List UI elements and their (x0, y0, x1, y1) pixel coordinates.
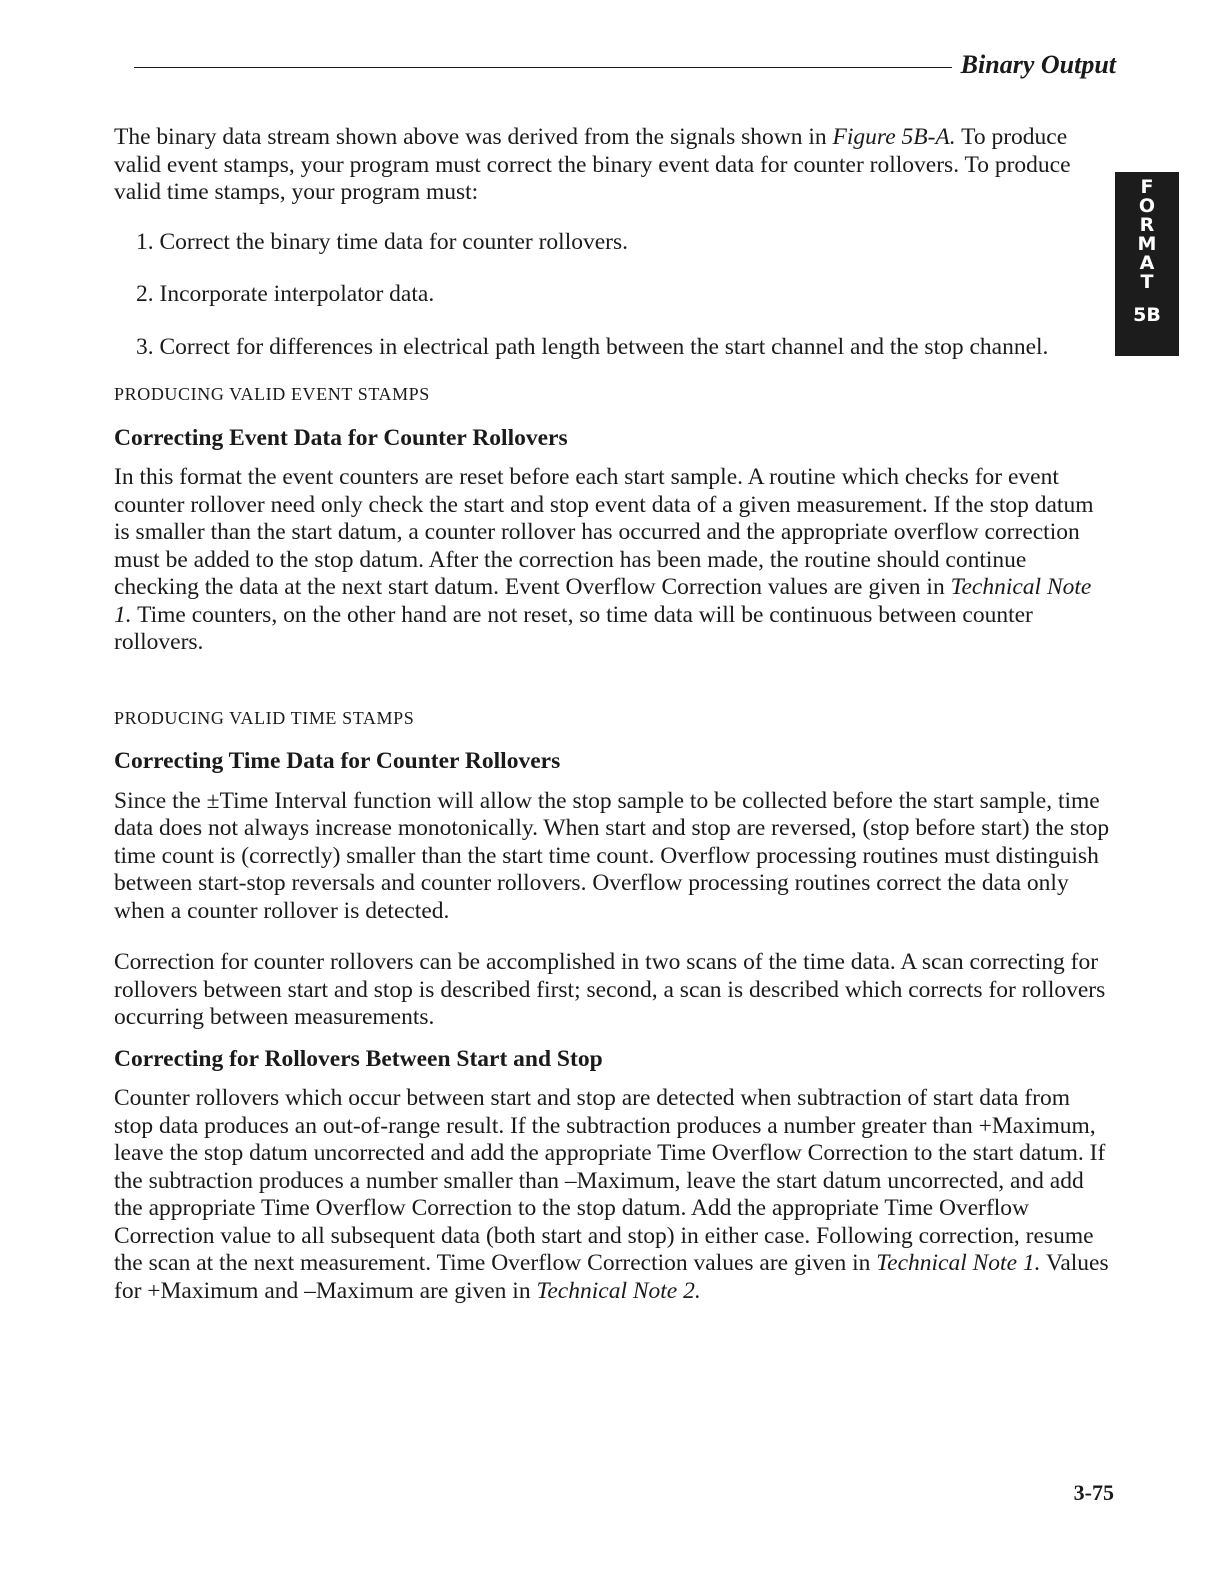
tab-letter: O (1138, 195, 1156, 217)
tab-letter: A (1139, 252, 1155, 274)
page-content (114, 124, 1112, 1320)
tab-letter: R (1139, 214, 1155, 236)
subheading-time: Correcting Time Data for Counter Rollovers (114, 748, 561, 774)
between-text-cont: Values for +Maximum and –Maximum are given in (114, 1250, 1109, 1304)
list-item: 1. Correct the binary time data for counter rollovers. (136, 228, 629, 255)
header-rule (134, 67, 952, 68)
list-item: 3. Correct for differences in electrical path length between the start channel and the stop channel. (136, 333, 1049, 360)
event-text: In this format the event counters are reset before each start sample. A routine which checks for event counter rollover need only check the start and stop event data of a given measurement. If the stop datum is smaller than the start datum, a counter rollover has occurred and the appropriate overflow correction must be added to the stop datum. After the correction has been made, the routine should continue checking the data at the next start datum. Event Overflow Correction values are given in (114, 464, 1094, 600)
running-header-title: Binary Output (960, 50, 1116, 79)
list-item: 2. Incorporate interpolator data. (136, 281, 435, 307)
between-paragraph (114, 1085, 1112, 1305)
section-tab-code: 5B (1133, 304, 1161, 326)
subheading-event: Correcting Event Data for Counter Rollovers (114, 424, 568, 451)
technical-note-reference: Technical Note 1. (114, 574, 1092, 628)
event-paragraph (114, 464, 1112, 657)
technical-note-reference: Technical Note 1. (876, 1250, 1041, 1276)
section-tab-letters (1115, 172, 1179, 292)
time-paragraph-2: Correction for counter rollovers can be accomplished in two scans of the time data. A scan correcting for rollovers between start and stop is described first; second, a scan is described which corrects for rollovers occurring between measurements. (114, 949, 1106, 1030)
subheading-between: Correcting for Rollovers Between Start and Stop (114, 1045, 603, 1072)
tab-letter: F (1140, 176, 1154, 198)
section-heading-time: PRODUCING VALID TIME STAMPS (114, 707, 415, 728)
intro-paragraph (114, 124, 1112, 207)
section-tab (1115, 172, 1179, 356)
time-paragraph-1: Since the ±Time Interval function will allow the stop sample to be collected before the start sample, time data does not always increase monotonically. When start and stop are reversed, (stop before start) the stop time count is (correctly) smaller than the start time count. Overflow processing routines must distinguish between start-stop reversals and counter rollovers. Overflow processing routines correct the data only when a counter rollover is detected. (114, 787, 1110, 924)
intro-text-cont: To produce valid event stamps, your program must correct the binary event data for counter rollovers. To produce valid time stamps, your program must: (114, 124, 1071, 205)
tab-letter: M (1137, 233, 1157, 255)
section-heading-event: PRODUCING VALID EVENT STAMPS (114, 384, 430, 404)
between-text: Counter rollovers which occur between start and stop are detected when subtraction of start data from stop data produces an out-of-range result. If the subtraction produces a number greater than +Maximum, leave the stop datum uncorrected and add the appropriate Time Overflow Correction to the start datum. If the subtraction produces a number smaller than –Maximum, leave the start datum uncorrected, and add the appropriate Time Overflow Correction to the stop datum. Add the appropriate Time Overflow Correction value to all subsequent data (both start and stop) in either case. Following correction, resume the scan at the next measurement. Time Overflow Correction values are given in (114, 1085, 1106, 1276)
technical-note-reference: Technical Note 2. (536, 1277, 701, 1304)
intro-text: The binary data stream shown above was derived from the signals shown in (114, 124, 833, 150)
event-text-cont: Time counters, on the other hand are not reset, so time data will be continuous between counter rollovers. (114, 601, 1033, 655)
page-number: 3-75 (1073, 1480, 1114, 1505)
figure-reference: Figure 5B-A. (832, 124, 956, 150)
tab-letter: T (1140, 271, 1154, 293)
steps-list (114, 229, 1112, 362)
